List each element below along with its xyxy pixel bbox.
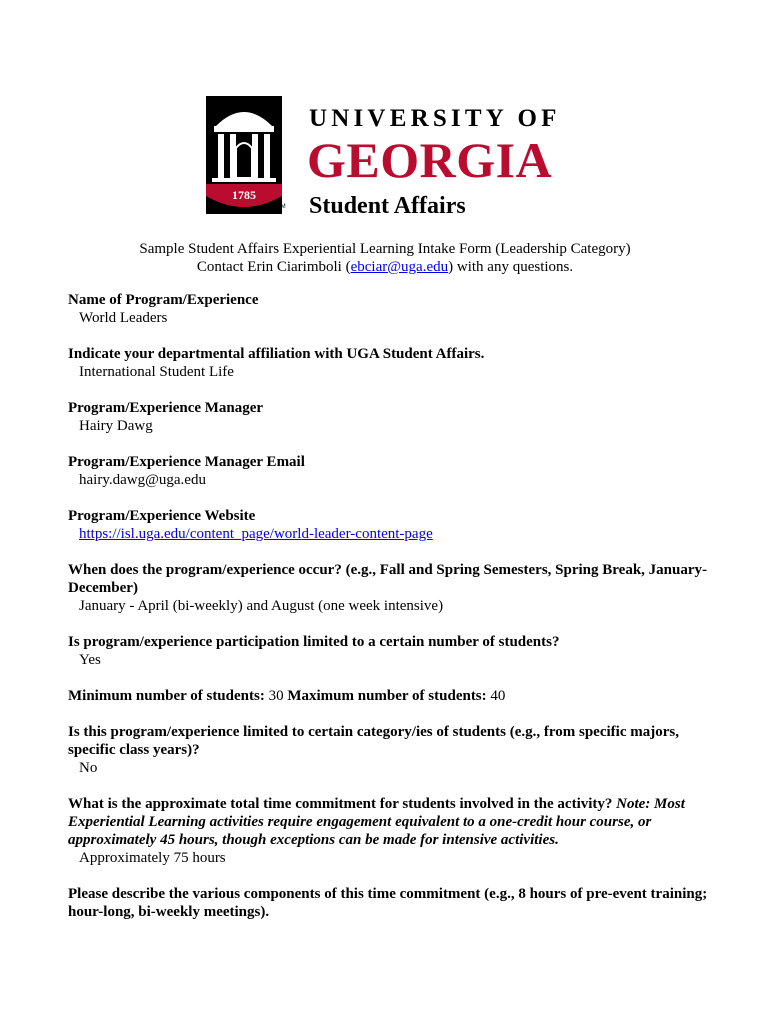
uga-student-affairs-logo [206, 96, 576, 226]
program-name-label: Name of Program/Experience [68, 292, 259, 308]
contact-email-link[interactable]: ebciar@uga.edu [350, 259, 449, 275]
time-commitment-value: Approximately 75 hours [79, 850, 226, 866]
limited-value: Yes [79, 652, 101, 668]
form-content [68, 291, 708, 939]
program-name-value: World Leaders [79, 310, 168, 326]
logo-student-affairs: Student Affairs [309, 193, 466, 219]
category-value: No [79, 760, 98, 776]
min-label: Minimum number of students: [68, 688, 265, 704]
logo-year: 1785 [232, 188, 256, 202]
manager-label: Program/Experience Manager [68, 400, 264, 416]
max-value: 40 [490, 688, 506, 704]
min-value: 30 [268, 688, 284, 704]
limited-label: Is program/experience participation limited to a certain number of students? [68, 634, 560, 650]
arch-logo-icon [206, 96, 282, 214]
field-timing [68, 561, 708, 615]
time-commitment-label-line [68, 795, 708, 849]
manager-email-value: hairy.dawg@uga.edu [79, 472, 206, 488]
contact-suffix: ) with any questions. [448, 259, 574, 275]
field-website [68, 507, 708, 543]
form-title: Sample Student Affairs Experiential Learning Intake Form (Leadership Category) [139, 241, 631, 257]
field-program-name [68, 291, 708, 327]
website-link[interactable]: https://isl.uga.edu/content_page/world-leader-content-page [79, 526, 433, 542]
components-label: Please describe the various components of this time commitment (e.g., 8 hours of pre-event training; hour-long, bi-weekly meetings). [68, 886, 708, 920]
logo-georgia: GEORGIA [307, 132, 553, 188]
field-time-commitment [68, 795, 708, 867]
contact-line [0, 258, 770, 276]
manager-email-label: Program/Experience Manager Email [68, 454, 305, 470]
form-intro [0, 240, 770, 276]
time-commitment-label: What is the approximate total time commitment for students involved in the activity? [68, 796, 613, 812]
field-manager-email [68, 453, 708, 489]
website-label: Program/Experience Website [68, 508, 256, 524]
contact-prefix: Contact Erin Ciarimboli ( [196, 259, 351, 275]
field-manager [68, 399, 708, 435]
field-category [68, 723, 708, 777]
max-label: Maximum number of students: [287, 688, 487, 704]
timing-label: When does the program/experience occur? (e.g., Fall and Spring Semesters, Spring Break, January-December) [68, 562, 707, 596]
timing-value: January - April (bi-weekly) and August (one week intensive) [79, 598, 444, 614]
category-label: Is this program/experience limited to certain category/ies of students (e.g., from specific majors, specific class years)? [68, 724, 679, 758]
logo-university-of: UNIVERSITY OF [309, 105, 561, 132]
trademark-mark: TM [277, 204, 286, 210]
field-affiliation [68, 345, 708, 381]
affiliation-value: International Student Life [79, 364, 234, 380]
field-components [68, 885, 708, 921]
min-max-line [68, 687, 708, 705]
field-min-max [68, 687, 708, 705]
field-limited [68, 633, 708, 669]
affiliation-label: Indicate your departmental affiliation with UGA Student Affairs. [68, 346, 485, 362]
manager-value: Hairy Dawg [79, 418, 153, 434]
time-commitment-note: Note: Most Experiential Learning activities require engagement equivalent to a one-credit hour course, or approximately 45 hours, though exceptions can be made for intensive activities. [68, 796, 685, 848]
